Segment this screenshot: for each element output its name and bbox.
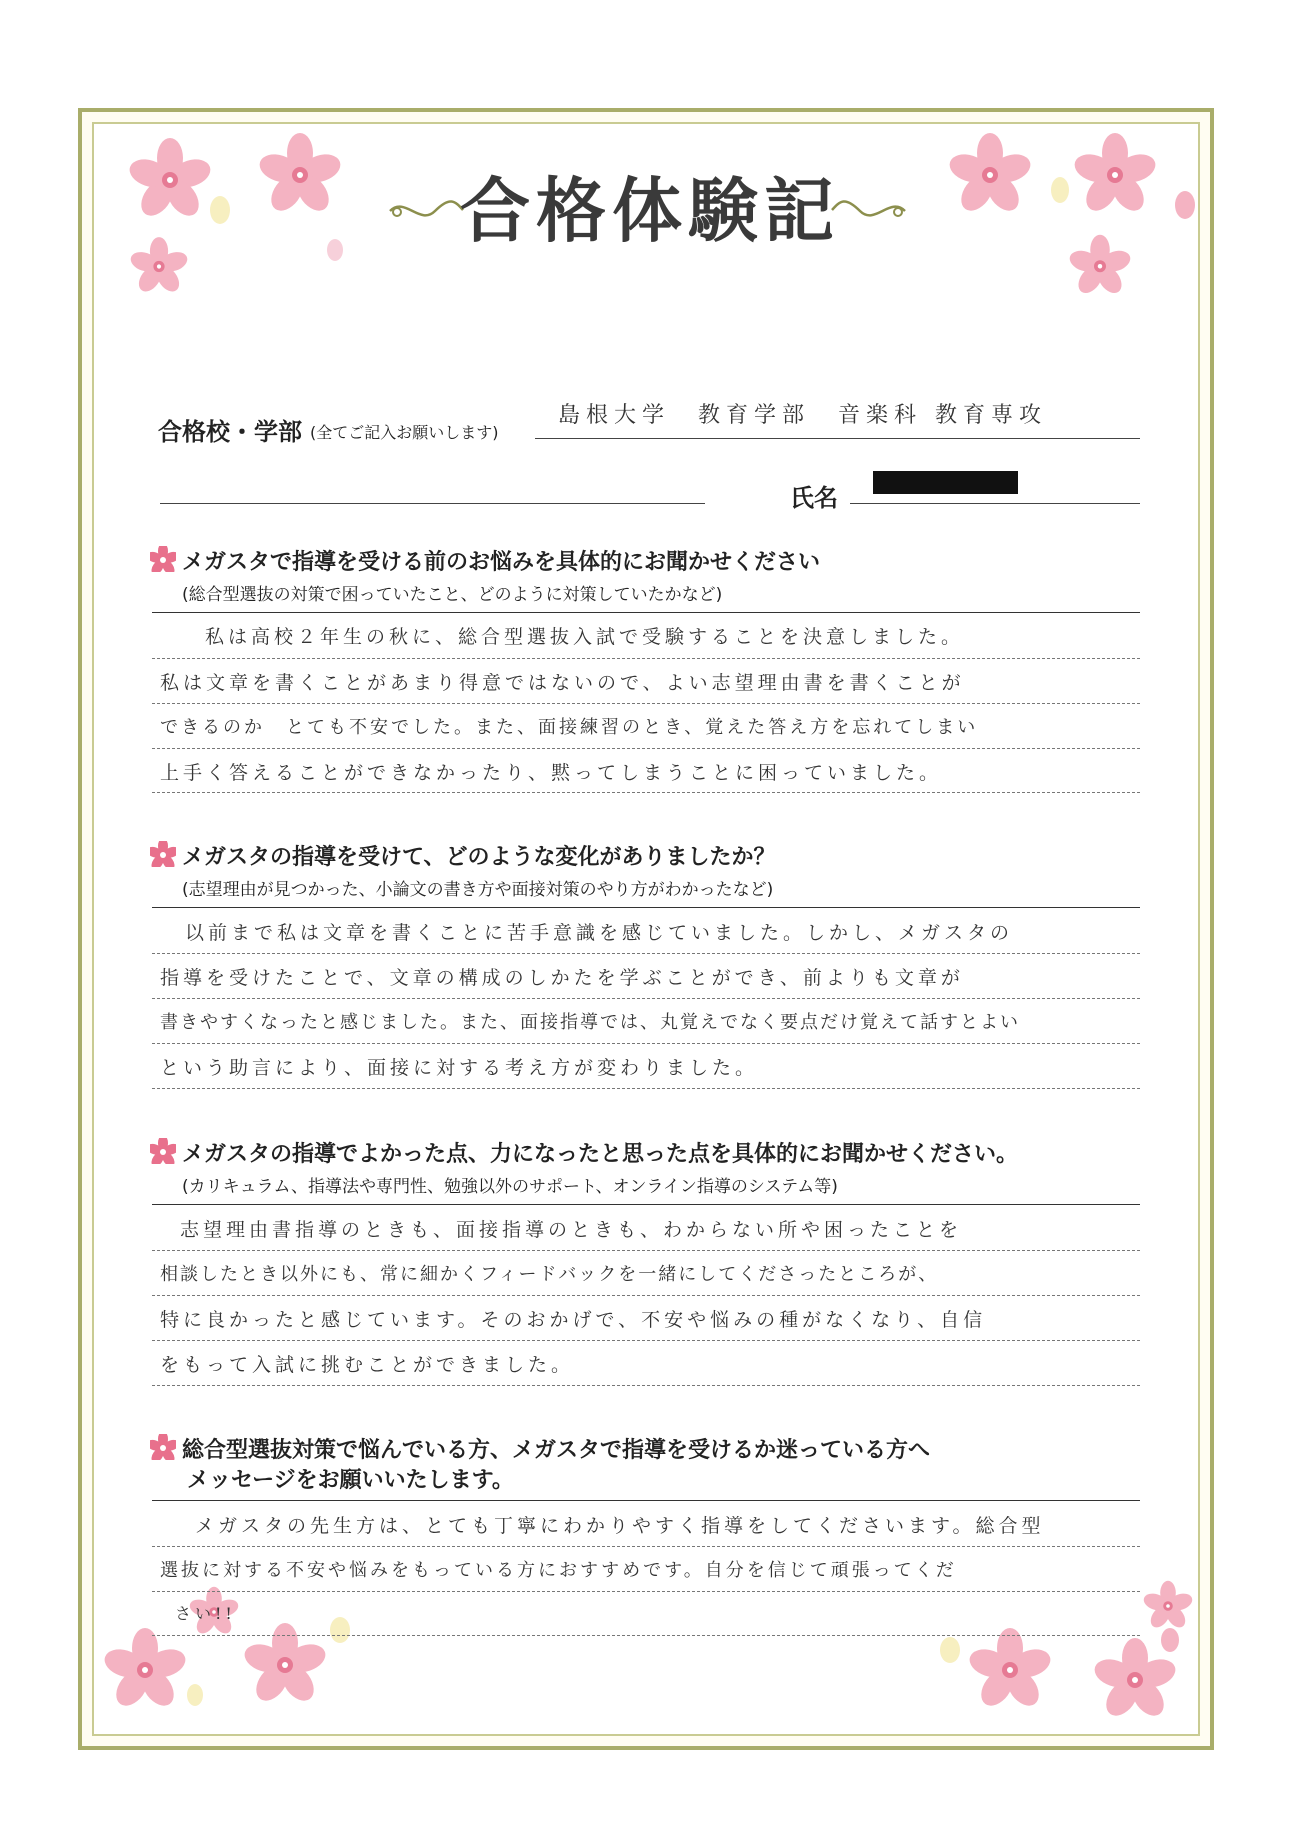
school-underline bbox=[535, 438, 1140, 439]
section-4-dash-2 bbox=[152, 1591, 1140, 1592]
name-label: 氏名 bbox=[790, 483, 838, 512]
sakura-decoration-bottom-right bbox=[880, 1570, 1210, 1750]
name-underline bbox=[850, 503, 1140, 504]
section-4-title-line-2: メッセージをお願いいたします。 bbox=[187, 1468, 514, 1493]
section-4-top-rule bbox=[152, 1500, 1140, 1501]
section-4-title bbox=[150, 1433, 930, 1464]
section-3-line-4: をもって入試に挑むことができました。 bbox=[160, 1354, 575, 1376]
flower-bullet-icon bbox=[150, 841, 176, 867]
section-2-dash-2 bbox=[152, 998, 1140, 999]
swirl-ornament-right bbox=[830, 196, 910, 226]
section-4-title-text: 総合型選抜対策で悩んでいる方、メガスタで指導を受けるか迷っている方へ bbox=[182, 1438, 931, 1463]
section-2-line-3: 書きやすくなったと感じました。また、面接指導では、丸覚えでなく要点だけ覚えて話すとよい bbox=[160, 1012, 1020, 1033]
section-1-dash-4 bbox=[152, 792, 1140, 793]
section-1-line-1: 私は高校２年生の秋に、総合型選抜入試で受験することを決意しました。 bbox=[205, 626, 965, 648]
section-2-dash-3 bbox=[152, 1043, 1140, 1044]
section-3-dash-1 bbox=[152, 1250, 1140, 1251]
section-2-dash-4 bbox=[152, 1088, 1140, 1089]
section-2-line-2: 指導を受けたことで、文章の構成のしかたを学ぶことができ、前よりも文章が bbox=[160, 967, 964, 989]
section-1-line-2: 私は文章を書くことがあまり得意ではないので、よい志望理由書を書くことが bbox=[160, 672, 965, 694]
section-3-line-2: 相談したとき以外にも、常に細かくフィードバックを一緒にしてくださったところが、 bbox=[160, 1264, 939, 1285]
section-3-dash-3 bbox=[152, 1340, 1140, 1341]
section-1-top-rule bbox=[152, 612, 1140, 613]
section-3-subtitle: (カリキュラム、指導法や専門性、勉強以外のサポート、オンライン指導のシステム等) bbox=[182, 1177, 838, 1197]
section-1-dash-2 bbox=[152, 703, 1140, 704]
section-1-title-text: メガスタで指導を受ける前のお悩みを具体的にお聞かせください bbox=[182, 550, 821, 575]
section-4-line-2: 選抜に対する不安や悩みをもっている方におすすめです。自分を信じて頑張ってくだ bbox=[160, 1560, 957, 1581]
section-2-title-text: メガスタの指導を受けて、どのような変化がありましたか？ bbox=[182, 845, 776, 870]
flower-bullet-icon bbox=[150, 1434, 176, 1460]
school-value: 島根大学 教育学部 音楽科 教育専攻 bbox=[558, 403, 1047, 428]
section-1-line-3: できるのか とても不安でした。また、面接練習のとき、覚えた答え方を忘れてしまい bbox=[160, 717, 979, 738]
school-label: 合格校・学部 bbox=[158, 417, 302, 446]
page-title: 合格体験記 bbox=[460, 169, 840, 252]
section-3-title bbox=[150, 1137, 1018, 1168]
section-4-line-1: メガスタの先生方は、とても丁寧にわかりやすく指導をしてくださいます。総合型 bbox=[195, 1515, 1045, 1537]
flower-bullet-icon bbox=[150, 1138, 176, 1164]
section-1-title bbox=[150, 545, 820, 576]
section-2-line-4: という助言により、面接に対する考え方が変わりました。 bbox=[160, 1057, 759, 1079]
section-1-dash-1 bbox=[152, 658, 1140, 659]
section-3-dash-4 bbox=[152, 1385, 1140, 1386]
section-2-subtitle: (志望理由が見つかった、小論文の書き方や面接対策のやり方がわかったなど) bbox=[182, 880, 774, 900]
section-2-top-rule bbox=[152, 907, 1140, 908]
section-4-dash-3 bbox=[152, 1635, 1140, 1636]
section-3-line-1: 志望理由書指導のときも、面接指導のときも、わからない所や困ったことを bbox=[180, 1219, 963, 1241]
redacted-name-block bbox=[873, 471, 1018, 494]
section-1-line-4: 上手く答えることができなかったり、黙ってしまうことに困っていました。 bbox=[160, 762, 943, 784]
section-2-dash-1 bbox=[152, 953, 1140, 954]
section-3-line-3: 特に良かったと感じています。そのおかげで、不安や悩みの種がなくなり、自信 bbox=[160, 1309, 987, 1331]
section-2-title bbox=[150, 840, 776, 871]
section-2-line-1: 以前まで私は文章を書くことに苦手意識を感じていました。しかし、メガスタの bbox=[185, 922, 1014, 944]
section-1-dash-3 bbox=[152, 748, 1140, 749]
section-1-subtitle: (総合型選抜の対策で困っていたこと、どのように対策していたかなど) bbox=[182, 585, 723, 605]
section-3-dash-2 bbox=[152, 1295, 1140, 1296]
school-note: (全てご記入お願いします) bbox=[310, 423, 499, 442]
section-3-title-text: メガスタの指導でよかった点、力になったと思った点を具体的にお聞かせください。 bbox=[182, 1142, 1019, 1167]
section-4-line-3: さい!! bbox=[175, 1604, 236, 1623]
sakura-decoration-bottom-left bbox=[100, 1570, 400, 1750]
flower-bullet-icon bbox=[150, 546, 176, 572]
blank-underline bbox=[160, 503, 705, 504]
section-3-top-rule bbox=[152, 1204, 1140, 1205]
section-4-dash-1 bbox=[152, 1546, 1140, 1547]
